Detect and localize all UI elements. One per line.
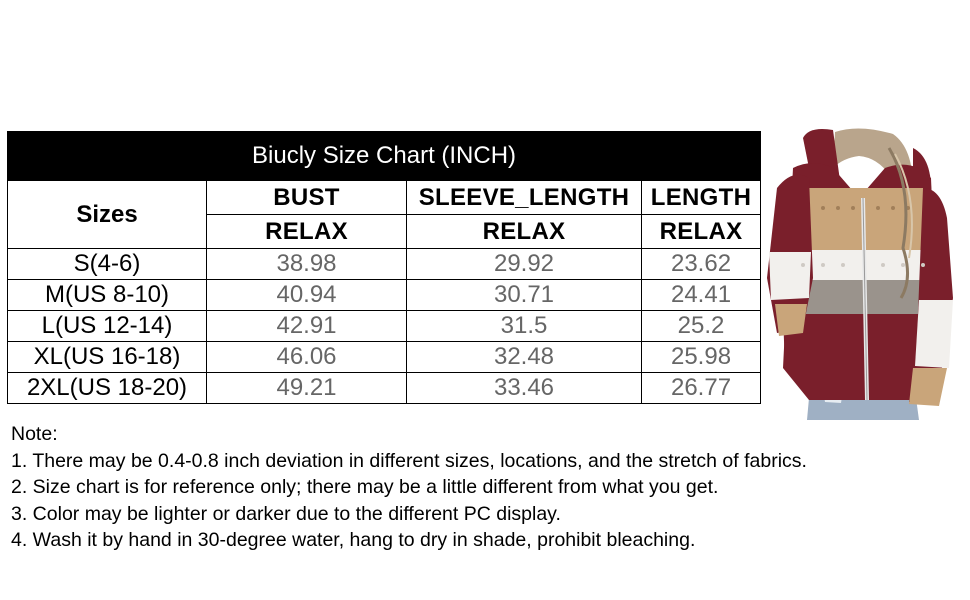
sleeve-value: 30.71 (407, 280, 642, 311)
size-label: L(US 12-14) (8, 311, 207, 342)
sleeve-length-subheader: RELAX (407, 215, 642, 249)
table-row (8, 373, 761, 404)
bust-value: 40.94 (207, 280, 407, 311)
size-label: XL(US 16-18) (8, 342, 207, 373)
note-item: 3. Color may be lighter or darker due to the different PC display. (11, 502, 561, 525)
length-value: 24.41 (642, 280, 761, 311)
notes-section (11, 421, 807, 554)
length-value: 25.98 (642, 342, 761, 373)
hoodie-photo-icon (763, 128, 955, 420)
note-item: 4. Wash it by hand in 30-degree water, hang to dry in shade, prohibit bleaching. (11, 529, 696, 551)
size-label: 2XL(US 18-20) (8, 373, 207, 404)
table-header-row (8, 181, 761, 215)
sleeve-value: 31.5 (407, 311, 642, 342)
size-chart-table (7, 131, 761, 404)
sleeve-value: 33.46 (407, 373, 642, 404)
table-row (8, 311, 761, 342)
bust-value: 38.98 (207, 249, 407, 280)
table-row (8, 342, 761, 373)
product-image (763, 128, 955, 420)
table-title: Biucly Size Chart (INCH) (8, 132, 761, 181)
notes-heading: Note: (11, 423, 58, 445)
bust-value: 49.21 (207, 373, 407, 404)
length-subheader: RELAX (642, 215, 761, 249)
note-item: 2. Size chart is for reference only; there may be a little different from what you get. (11, 476, 719, 498)
sleeve-value: 29.92 (407, 249, 642, 280)
table-title-row (8, 132, 761, 181)
length-value: 26.77 (642, 373, 761, 404)
bust-value: 46.06 (207, 342, 407, 373)
sleeve-value: 32.48 (407, 342, 642, 373)
note-item: 1. There may be 0.4-0.8 inch deviation in different sizes, locations, and the stretch of fabrics. (11, 449, 807, 472)
sizes-header: Sizes (8, 181, 207, 249)
sleeve-length-header: SLEEVE_LENGTH (407, 181, 642, 215)
length-header: LENGTH (642, 181, 761, 215)
bust-header: BUST (207, 181, 407, 215)
length-value: 25.2 (642, 311, 761, 342)
bust-value: 42.91 (207, 311, 407, 342)
length-value: 23.62 (642, 249, 761, 280)
size-label: M(US 8-10) (8, 280, 207, 311)
size-label: S(4-6) (8, 249, 207, 280)
table-row (8, 280, 761, 311)
bust-subheader: RELAX (207, 215, 407, 249)
table-row (8, 249, 761, 280)
